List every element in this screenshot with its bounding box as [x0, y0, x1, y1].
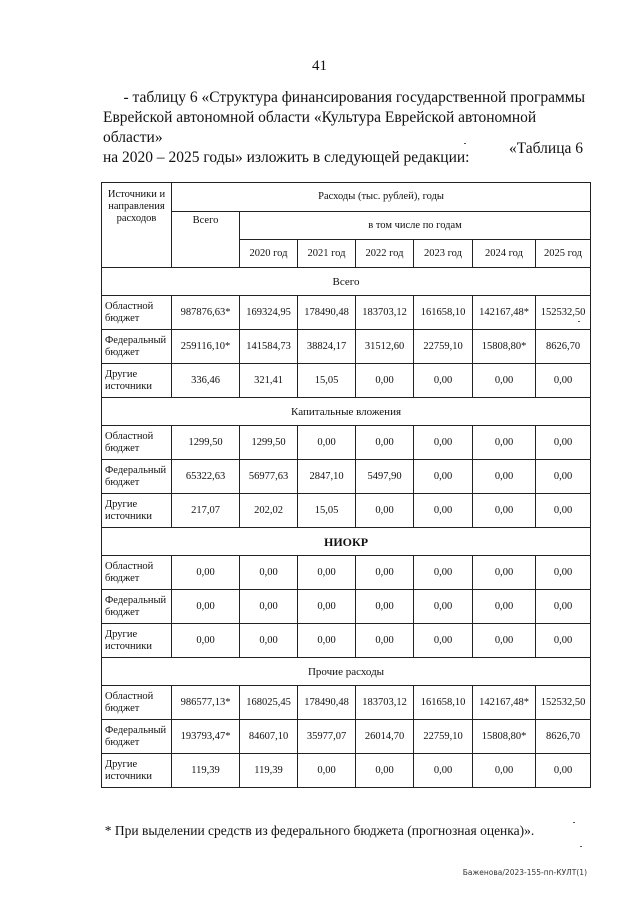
value-cell: 152532,50: [536, 686, 591, 720]
source-cell: Областной бюджет: [102, 686, 172, 720]
value-cell: 321,41: [240, 364, 298, 398]
value-cell: 0,00: [414, 624, 473, 658]
value-cell: 0,00: [536, 556, 591, 590]
value-cell: 259116,10*: [172, 330, 240, 364]
value-cell: 0,00: [356, 754, 414, 788]
value-cell: 8626,70: [536, 330, 591, 364]
intro-line-2: Еврейской автономной области «Культура Еврейской автономной области»: [103, 109, 537, 146]
section-title: Всего: [102, 268, 591, 296]
table-row: [102, 330, 591, 364]
financing-table: [101, 182, 591, 788]
value-cell: 0,00: [414, 754, 473, 788]
value-cell: 15,05: [298, 364, 356, 398]
table-label: «Таблица 6: [508, 140, 583, 157]
scan-speck: [464, 143, 466, 144]
value-cell: 986577,13*: [172, 686, 240, 720]
value-cell: 0,00: [298, 624, 356, 658]
source-cell: Другие источники: [102, 364, 172, 398]
value-cell: 0,00: [473, 494, 536, 528]
value-cell: 0,00: [414, 364, 473, 398]
value-cell: 178490,48: [298, 296, 356, 330]
table-row: [102, 556, 591, 590]
value-cell: 152532,50: [536, 296, 591, 330]
value-cell: 202,02: [240, 494, 298, 528]
value-cell: 15808,80*: [473, 720, 536, 754]
table-row: [102, 426, 591, 460]
value-cell: 35977,07: [298, 720, 356, 754]
value-cell: 0,00: [473, 624, 536, 658]
footnote: * При выделении средств из федерального бюджета (прогнозная оценка)».: [104, 823, 535, 838]
value-cell: 0,00: [240, 590, 298, 624]
value-cell: 169324,95: [240, 296, 298, 330]
value-cell: 0,00: [172, 590, 240, 624]
section-title: Прочие расходы: [102, 658, 591, 686]
value-cell: 0,00: [414, 556, 473, 590]
value-cell: 0,00: [356, 494, 414, 528]
value-cell: 142167,48*: [473, 686, 536, 720]
value-cell: 22759,10: [414, 330, 473, 364]
header-sources: Источники и направления расходов: [102, 183, 172, 268]
table-row: [102, 590, 591, 624]
value-cell: 56977,63: [240, 460, 298, 494]
header-year: 2023 год: [414, 240, 473, 268]
value-cell: 65322,63: [172, 460, 240, 494]
source-cell: Областной бюджет: [102, 296, 172, 330]
value-cell: 119,39: [240, 754, 298, 788]
value-cell: 0,00: [414, 494, 473, 528]
intro-line-3: на 2020 – 2025 годы» изложить в следующей редакции:: [103, 149, 470, 166]
value-cell: 0,00: [240, 624, 298, 658]
value-cell: 5497,90: [356, 460, 414, 494]
value-cell: 0,00: [536, 460, 591, 494]
source-cell: Областной бюджет: [102, 556, 172, 590]
table-row: [102, 364, 591, 398]
value-cell: 193793,47*: [172, 720, 240, 754]
scan-speck: [578, 321, 580, 322]
table-row: [102, 296, 591, 330]
source-cell: Другие источники: [102, 494, 172, 528]
value-cell: 0,00: [356, 624, 414, 658]
value-cell: 31512,60: [356, 330, 414, 364]
value-cell: 168025,45: [240, 686, 298, 720]
value-cell: 0,00: [536, 624, 591, 658]
header-total: Всего: [172, 212, 240, 268]
value-cell: 0,00: [172, 624, 240, 658]
value-cell: 0,00: [298, 556, 356, 590]
value-cell: 142167,48*: [473, 296, 536, 330]
value-cell: 0,00: [414, 426, 473, 460]
header-by-year: в том числе по годам: [240, 212, 591, 240]
section-title: НИОКР: [102, 528, 591, 556]
value-cell: 15808,80*: [473, 330, 536, 364]
value-cell: 161658,10: [414, 296, 473, 330]
table-row: [102, 686, 591, 720]
source-cell: Другие источники: [102, 754, 172, 788]
value-cell: 0,00: [536, 754, 591, 788]
value-cell: 336,46: [172, 364, 240, 398]
value-cell: 22759,10: [414, 720, 473, 754]
value-cell: 0,00: [414, 590, 473, 624]
scan-speck: [573, 822, 575, 823]
header-year: 2020 год: [240, 240, 298, 268]
value-cell: 119,39: [172, 754, 240, 788]
value-cell: 0,00: [356, 590, 414, 624]
table-row: [102, 460, 591, 494]
value-cell: 0,00: [356, 556, 414, 590]
value-cell: 1299,50: [172, 426, 240, 460]
value-cell: 183703,12: [356, 296, 414, 330]
value-cell: 141584,73: [240, 330, 298, 364]
source-cell: Федеральный бюджет: [102, 720, 172, 754]
header-expenses: Расходы (тыс. рублей), годы: [172, 183, 591, 212]
value-cell: 0,00: [536, 590, 591, 624]
value-cell: 0,00: [473, 556, 536, 590]
value-cell: 0,00: [172, 556, 240, 590]
value-cell: 0,00: [536, 494, 591, 528]
value-cell: 183703,12: [356, 686, 414, 720]
source-cell: Другие источники: [102, 624, 172, 658]
value-cell: 0,00: [298, 590, 356, 624]
signature-code: Баженова/2023-155-пп-КУЛТ(1): [462, 868, 587, 877]
table-row: [102, 494, 591, 528]
intro-line-1: - таблицу 6 «Структура финансирования государственной программы: [123, 89, 585, 106]
value-cell: 1299,50: [240, 426, 298, 460]
value-cell: 987876,63*: [172, 296, 240, 330]
value-cell: 161658,10: [414, 686, 473, 720]
value-cell: 0,00: [536, 364, 591, 398]
value-cell: 0,00: [473, 754, 536, 788]
header-year: 2022 год: [356, 240, 414, 268]
value-cell: 38824,17: [298, 330, 356, 364]
value-cell: 0,00: [356, 426, 414, 460]
value-cell: 0,00: [473, 364, 536, 398]
table-row: [102, 624, 591, 658]
header-year: 2024 год: [473, 240, 536, 268]
page-number: 41: [312, 58, 327, 74]
source-cell: Федеральный бюджет: [102, 460, 172, 494]
value-cell: 8626,70: [536, 720, 591, 754]
value-cell: 0,00: [414, 460, 473, 494]
value-cell: 0,00: [356, 364, 414, 398]
value-cell: 178490,48: [298, 686, 356, 720]
source-cell: Областной бюджет: [102, 426, 172, 460]
value-cell: 0,00: [473, 426, 536, 460]
header-year: 2021 год: [298, 240, 356, 268]
value-cell: 26014,70: [356, 720, 414, 754]
value-cell: 0,00: [536, 426, 591, 460]
table-row: [102, 720, 591, 754]
value-cell: 0,00: [298, 426, 356, 460]
value-cell: 2847,10: [298, 460, 356, 494]
value-cell: 0,00: [473, 460, 536, 494]
value-cell: 0,00: [240, 556, 298, 590]
value-cell: 0,00: [298, 754, 356, 788]
value-cell: 217,07: [172, 494, 240, 528]
scan-speck: [580, 846, 582, 847]
value-cell: 0,00: [473, 590, 536, 624]
header-year: 2025 год: [536, 240, 591, 268]
source-cell: Федеральный бюджет: [102, 330, 172, 364]
value-cell: 84607,10: [240, 720, 298, 754]
source-cell: Федеральный бюджет: [102, 590, 172, 624]
section-title: Капитальные вложения: [102, 398, 591, 426]
value-cell: 15,05: [298, 494, 356, 528]
table-row: [102, 754, 591, 788]
